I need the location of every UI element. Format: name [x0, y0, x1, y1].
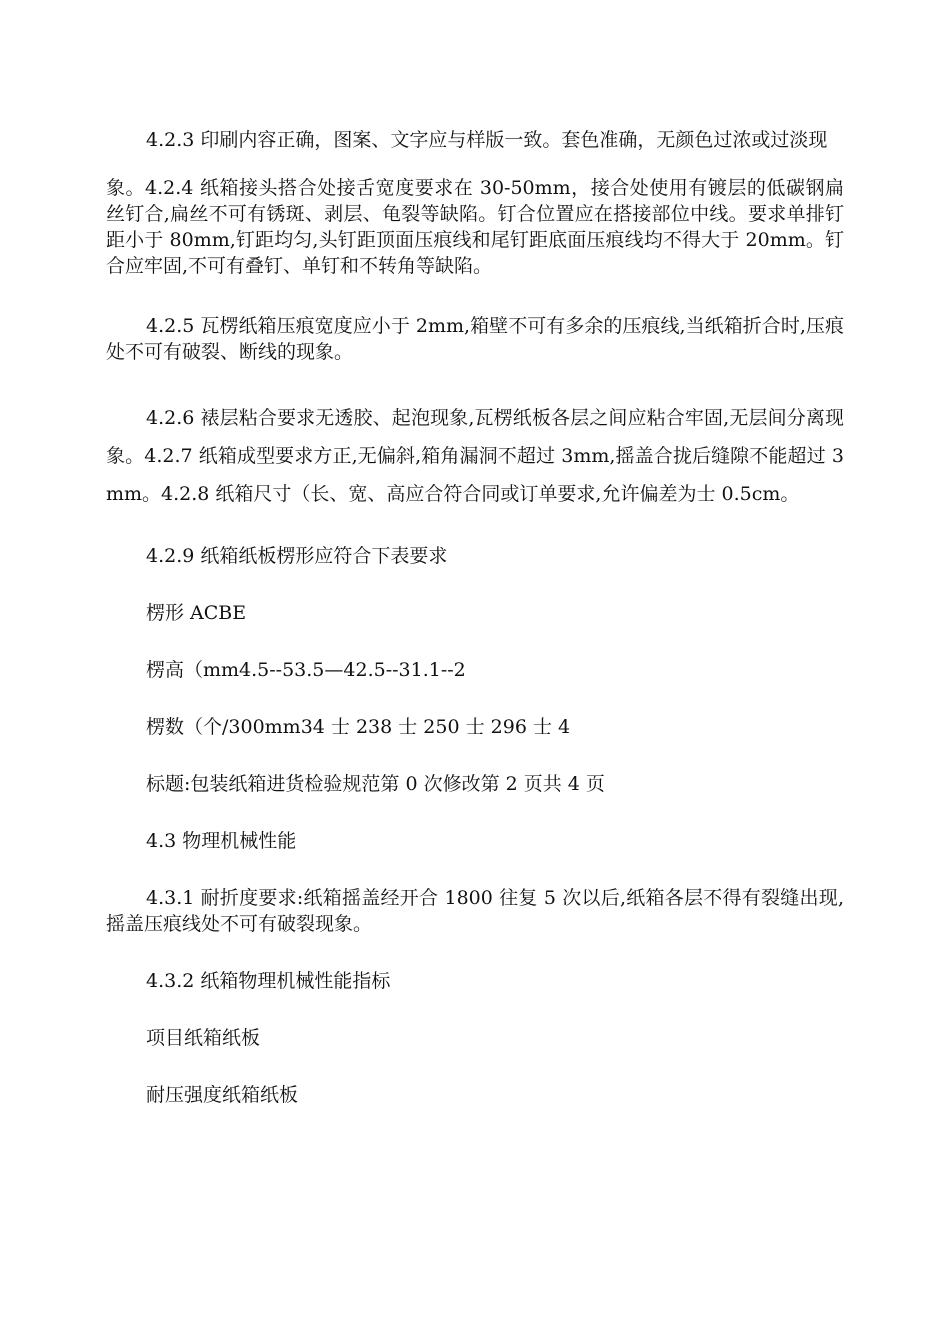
paragraph-4-2-5: 4.2.5 瓦楞纸箱压痕宽度应小于 2mm,箱壁不可有多余的压痕线,当纸箱折合时,压痕处不可有破裂、断线的现象。 — [106, 315, 844, 363]
paragraph-4-2-3: 4.2.3 印刷内容正确，图案、文字应与样版一致。套色准确，无颜色过浓或过淡现 — [146, 129, 828, 151]
compression-strength-line: 耐压强度纸箱纸板 — [146, 1084, 299, 1106]
item-line: 项目纸箱纸板 — [146, 1027, 261, 1049]
paragraph-4-3-1: 4.3.1 耐折度要求:纸箱摇盖经开合 1800 往复 5 次以后,纸箱各层不得有裂缝出现,摇盖压痕线处不可有破裂现象。 — [106, 887, 844, 935]
flute-height-line: 楞高（mm4.5--53.5—42.5--31.1--2 — [146, 659, 466, 681]
page-title-line: 标题:包装纸箱进货检验规范第 0 次修改第 2 页共 4 页 — [146, 773, 605, 795]
flute-type-line: 楞形 ACBE — [146, 602, 247, 624]
paragraph-4-2-9: 4.2.9 纸箱纸板楞形应符合下表要求 — [146, 545, 448, 567]
paragraph-4-3-2: 4.3.2 纸箱物理机械性能指标 — [146, 970, 391, 992]
flute-count-line: 楞数（个/300mm34 士 238 士 250 士 296 士 4 — [146, 716, 571, 738]
section-4-3-heading: 4.3 物理机械性能 — [146, 830, 297, 852]
paragraph-4-2-4: 象。4.2.4 纸箱接头搭合处接舌宽度要求在 30-50mm，接合处使用有镀层的低碳钢扁丝钉合,扁丝不可有锈斑、剥层、龟裂等缺陷。钉合位置应在搭接部位中线。要求单排钉距小于 80mm,钉距均匀,头钉距顶面压痕线和尾钉距底面压痕线均不得大于 20mm。钉合应牢固,不可有叠钉、单钉和不转角等缺陷。 — [106, 177, 844, 277]
paragraph-4-2-6: 4.2.6 裱层粘合要求无透胶、起泡现象,瓦楞纸板各层之间应粘合牢固,无层间分离现象。4.2.7 纸箱成型要求方正,无偏斜,箱角漏洞不超过 3mm,摇盖合拢后缝隙不能超过 3mm。4.2.8 纸箱尺寸（长、宽、高应合符合同或订单要求,允许偏差为士 0.5cm。 — [106, 407, 844, 505]
document-page — [106, 127, 844, 1108]
